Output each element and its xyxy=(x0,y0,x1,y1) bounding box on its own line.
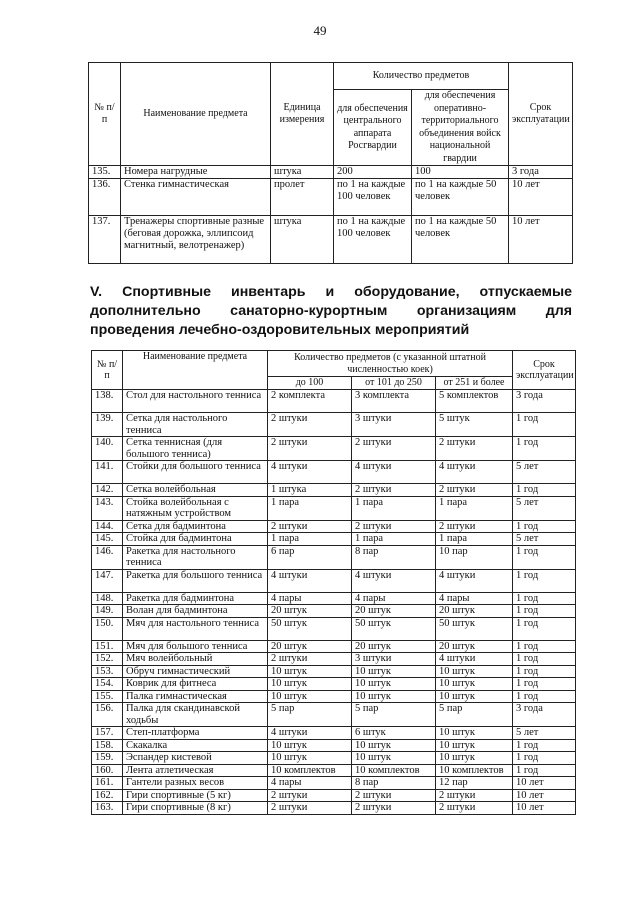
row-number: 160. xyxy=(92,764,123,777)
qty-251-plus: 4 пары xyxy=(436,592,513,605)
equipment-table-continued xyxy=(88,62,573,264)
qty-101-250: 3 комплекта xyxy=(352,390,436,413)
table-row xyxy=(92,789,576,802)
table-row xyxy=(92,678,576,691)
item-name: Стол для настольного тенниса xyxy=(123,390,268,413)
table-row xyxy=(92,703,576,727)
qty-up-to-100: 2 штуки xyxy=(268,520,352,533)
table-row xyxy=(92,437,576,461)
row-number: 136. xyxy=(89,179,121,216)
service-term: 5 лет xyxy=(513,533,576,546)
qty-central: 200 xyxy=(334,166,412,179)
service-term: 1 год xyxy=(513,764,576,777)
qty-101-250: 3 штуки xyxy=(352,413,436,437)
col-header-num: № п/п xyxy=(89,63,121,166)
qty-up-to-100: 4 штуки xyxy=(268,569,352,592)
qty-up-to-100: 4 штуки xyxy=(268,727,352,740)
qty-territorial: 100 xyxy=(412,166,509,179)
item-name: Волан для бадминтона xyxy=(123,605,268,618)
item-name: Эспандер кистевой xyxy=(123,752,268,765)
qty-territorial: по 1 на каждые 50 человек xyxy=(412,179,509,216)
col-header-quantity: Количество предметов xyxy=(334,63,509,90)
qty-101-250: 10 штук xyxy=(352,665,436,678)
qty-101-250: 6 штук xyxy=(352,727,436,740)
qty-up-to-100: 2 штуки xyxy=(268,789,352,802)
row-number: 149. xyxy=(92,605,123,618)
qty-251-plus: 5 комплектов xyxy=(436,390,513,413)
col-header-unit: Единица измерения xyxy=(271,63,334,166)
item-name: Мяч волейбольный xyxy=(123,653,268,666)
qty-up-to-100: 10 штук xyxy=(268,665,352,678)
qty-251-plus: 10 штук xyxy=(436,690,513,703)
qty-101-250: 20 штук xyxy=(352,640,436,653)
qty-101-250: 2 штуки xyxy=(352,437,436,461)
qty-up-to-100: 2 штуки xyxy=(268,437,352,461)
row-number: 140. xyxy=(92,437,123,461)
row-number: 146. xyxy=(92,545,123,569)
row-number: 156. xyxy=(92,703,123,727)
qty-up-to-100: 10 штук xyxy=(268,690,352,703)
qty-up-to-100: 2 штуки xyxy=(268,802,352,815)
item-unit: штука xyxy=(271,216,334,264)
col-header-251-plus: от 251 и более xyxy=(436,377,513,390)
table-row xyxy=(89,179,573,216)
service-term: 10 лет xyxy=(513,789,576,802)
col-header-name: Наименование предмета xyxy=(123,351,268,390)
item-name: Стойка для бадминтона xyxy=(123,533,268,546)
qty-101-250: 50 штук xyxy=(352,617,436,640)
row-number: 137. xyxy=(89,216,121,264)
item-name: Стойки для большого тенниса xyxy=(123,461,268,484)
row-number: 142. xyxy=(92,484,123,497)
row-number: 151. xyxy=(92,640,123,653)
item-unit: штука xyxy=(271,166,334,179)
service-term: 1 год xyxy=(513,617,576,640)
row-number: 161. xyxy=(92,777,123,790)
qty-101-250: 2 штуки xyxy=(352,520,436,533)
qty-251-plus: 5 пар xyxy=(436,703,513,727)
qty-101-250: 4 штуки xyxy=(352,569,436,592)
qty-101-250: 1 пара xyxy=(352,496,436,520)
item-name: Ракетка для настольного тенниса xyxy=(123,545,268,569)
row-number: 157. xyxy=(92,727,123,740)
item-name: Гири спортивные (8 кг) xyxy=(123,802,268,815)
qty-251-plus: 2 штуки xyxy=(436,802,513,815)
qty-up-to-100: 5 пар xyxy=(268,703,352,727)
qty-101-250: 8 пар xyxy=(352,545,436,569)
qty-up-to-100: 1 пара xyxy=(268,533,352,546)
col-header-up-to-100: до 100 xyxy=(268,377,352,390)
service-term: 1 год xyxy=(513,437,576,461)
row-number: 150. xyxy=(92,617,123,640)
table-row xyxy=(92,592,576,605)
service-term: 3 года xyxy=(509,166,573,179)
table-row xyxy=(92,777,576,790)
item-name: Номера нагрудные xyxy=(121,166,271,179)
qty-101-250: 2 штуки xyxy=(352,484,436,497)
item-name: Сетка для бадминтона xyxy=(123,520,268,533)
sanatorium-equipment-table xyxy=(91,350,576,815)
item-name: Палка для скандинавской ходьбы xyxy=(123,703,268,727)
service-term: 5 лет xyxy=(513,727,576,740)
qty-251-plus: 10 штук xyxy=(436,727,513,740)
qty-251-plus: 50 штук xyxy=(436,617,513,640)
table-row xyxy=(92,569,576,592)
page-number: 49 xyxy=(313,23,327,38)
qty-251-plus: 2 штуки xyxy=(436,520,513,533)
qty-101-250: 10 штук xyxy=(352,752,436,765)
row-number: 159. xyxy=(92,752,123,765)
qty-251-plus: 2 штуки xyxy=(436,484,513,497)
row-number: 144. xyxy=(92,520,123,533)
qty-up-to-100: 20 штук xyxy=(268,605,352,618)
qty-101-250: 5 пар xyxy=(352,703,436,727)
service-term: 10 лет xyxy=(513,802,576,815)
col-header-quantity: Количество предметов (с указанной штатной численностью коек) xyxy=(268,351,513,377)
col-header-num: № п/п xyxy=(92,351,123,390)
qty-251-plus: 1 пара xyxy=(436,496,513,520)
row-number: 158. xyxy=(92,739,123,752)
qty-up-to-100: 4 штуки xyxy=(268,461,352,484)
item-name: Лента атлетическая xyxy=(123,764,268,777)
item-name: Мяч для большого тенниса xyxy=(123,640,268,653)
row-number: 143. xyxy=(92,496,123,520)
qty-up-to-100: 2 штуки xyxy=(268,653,352,666)
row-number: 148. xyxy=(92,592,123,605)
qty-up-to-100: 10 комплектов xyxy=(268,764,352,777)
qty-251-plus: 10 штук xyxy=(436,678,513,691)
qty-251-plus: 20 штук xyxy=(436,640,513,653)
qty-251-plus: 10 штук xyxy=(436,665,513,678)
table-row xyxy=(92,727,576,740)
qty-101-250: 4 пары xyxy=(352,592,436,605)
col-header-territorial: для обеспечения оперативно-территориального объединения войск национальной гвардии xyxy=(412,90,509,166)
item-name: Ракетка для большого тенниса xyxy=(123,569,268,592)
row-number: 141. xyxy=(92,461,123,484)
qty-101-250: 10 штук xyxy=(352,690,436,703)
service-term: 3 года xyxy=(513,390,576,413)
table-row xyxy=(92,665,576,678)
row-number: 152. xyxy=(92,653,123,666)
qty-251-plus: 2 штуки xyxy=(436,789,513,802)
table-row xyxy=(92,533,576,546)
col-header-101-250: от 101 до 250 xyxy=(352,377,436,390)
item-name: Стенка гимнастическая xyxy=(121,179,271,216)
item-name: Сетка теннисная (для большого тенниса) xyxy=(123,437,268,461)
qty-101-250: 10 штук xyxy=(352,739,436,752)
table-row xyxy=(92,617,576,640)
item-name: Гири спортивные (5 кг) xyxy=(123,789,268,802)
item-name: Сетка для настольного тенниса xyxy=(123,413,268,437)
service-term: 1 год xyxy=(513,484,576,497)
service-term: 1 год xyxy=(513,569,576,592)
service-term: 1 год xyxy=(513,690,576,703)
table-row xyxy=(92,484,576,497)
qty-101-250: 8 пар xyxy=(352,777,436,790)
qty-101-250: 2 штуки xyxy=(352,802,436,815)
row-number: 138. xyxy=(92,390,123,413)
service-term: 1 год xyxy=(513,752,576,765)
item-name: Мяч для настольного тенниса xyxy=(123,617,268,640)
item-name: Скакалка xyxy=(123,739,268,752)
table-row xyxy=(92,752,576,765)
row-number: 135. xyxy=(89,166,121,179)
row-number: 139. xyxy=(92,413,123,437)
service-term: 1 год xyxy=(513,678,576,691)
qty-251-plus: 5 штук xyxy=(436,413,513,437)
qty-101-250: 20 штук xyxy=(352,605,436,618)
item-name: Обруч гимнастический xyxy=(123,665,268,678)
qty-251-plus: 4 штуки xyxy=(436,569,513,592)
qty-101-250: 10 штук xyxy=(352,678,436,691)
qty-251-plus: 2 штуки xyxy=(436,437,513,461)
table-row xyxy=(92,413,576,437)
qty-up-to-100: 6 пар xyxy=(268,545,352,569)
col-header-central: для обеспечения центрального аппарата Росгвардии xyxy=(334,90,412,166)
service-term: 5 лет xyxy=(513,496,576,520)
table-row xyxy=(92,802,576,815)
service-term: 5 лет xyxy=(513,461,576,484)
service-term: 1 год xyxy=(513,413,576,437)
row-number: 145. xyxy=(92,533,123,546)
qty-up-to-100: 2 штуки xyxy=(268,413,352,437)
qty-251-plus: 1 пара xyxy=(436,533,513,546)
service-term: 1 год xyxy=(513,739,576,752)
service-term: 10 лет xyxy=(513,777,576,790)
table-row xyxy=(92,520,576,533)
service-term: 10 лет xyxy=(509,179,573,216)
col-header-term: Срок эксплуатации xyxy=(509,63,573,166)
qty-101-250: 10 комплектов xyxy=(352,764,436,777)
qty-251-plus: 10 штук xyxy=(436,752,513,765)
service-term: 1 год xyxy=(513,653,576,666)
service-term: 1 год xyxy=(513,520,576,533)
qty-251-plus: 20 штук xyxy=(436,605,513,618)
row-number: 147. xyxy=(92,569,123,592)
item-name: Степ-платформа xyxy=(123,727,268,740)
table-row xyxy=(92,653,576,666)
service-term: 10 лет xyxy=(509,216,573,264)
item-unit: пролет xyxy=(271,179,334,216)
table-row xyxy=(92,764,576,777)
qty-251-plus: 4 штуки xyxy=(436,461,513,484)
table-row xyxy=(92,461,576,484)
row-number: 163. xyxy=(92,802,123,815)
qty-up-to-100: 2 комплекта xyxy=(268,390,352,413)
qty-up-to-100: 4 пары xyxy=(268,777,352,790)
table-row xyxy=(89,216,573,264)
table-row xyxy=(92,390,576,413)
qty-251-plus: 4 штуки xyxy=(436,653,513,666)
service-term: 1 год xyxy=(513,640,576,653)
section-title: V. Спортивные инвентарь и оборудование, отпускаемые дополнительно санаторно-курортным организациям для проведения лечебно-оздоровительных мероприятий xyxy=(90,284,572,338)
qty-up-to-100: 10 штук xyxy=(268,678,352,691)
qty-up-to-100: 1 пара xyxy=(268,496,352,520)
table-row xyxy=(92,496,576,520)
service-term: 1 год xyxy=(513,605,576,618)
item-name: Коврик для фитнеса xyxy=(123,678,268,691)
table-row xyxy=(92,545,576,569)
qty-up-to-100: 1 штука xyxy=(268,484,352,497)
qty-101-250: 3 штуки xyxy=(352,653,436,666)
item-name: Тренажеры спортивные разные (беговая дорожка, эллипсоид магнитный, велотренажер) xyxy=(121,216,271,264)
qty-251-plus: 10 пар xyxy=(436,545,513,569)
item-name: Ракетка для бадминтона xyxy=(123,592,268,605)
row-number: 155. xyxy=(92,690,123,703)
table-row xyxy=(89,166,573,179)
service-term: 1 год xyxy=(513,592,576,605)
table-row xyxy=(92,640,576,653)
qty-central: по 1 на каждые 100 человек xyxy=(334,179,412,216)
qty-251-plus: 10 комплектов xyxy=(436,764,513,777)
service-term: 1 год xyxy=(513,545,576,569)
item-name: Сетка волейбольная xyxy=(123,484,268,497)
qty-central: по 1 на каждые 100 человек xyxy=(334,216,412,264)
table-row xyxy=(92,605,576,618)
qty-101-250: 2 штуки xyxy=(352,789,436,802)
qty-up-to-100: 10 штук xyxy=(268,752,352,765)
row-number: 153. xyxy=(92,665,123,678)
table-row xyxy=(92,739,576,752)
item-name: Палка гимнастическая xyxy=(123,690,268,703)
qty-territorial: по 1 на каждые 50 человек xyxy=(412,216,509,264)
qty-up-to-100: 20 штук xyxy=(268,640,352,653)
table-row xyxy=(92,690,576,703)
service-term: 3 года xyxy=(513,703,576,727)
qty-251-plus: 10 штук xyxy=(436,739,513,752)
qty-101-250: 1 пара xyxy=(352,533,436,546)
qty-up-to-100: 10 штук xyxy=(268,739,352,752)
row-number: 162. xyxy=(92,789,123,802)
qty-up-to-100: 4 пары xyxy=(268,592,352,605)
qty-up-to-100: 50 штук xyxy=(268,617,352,640)
col-header-name: Наименование предмета xyxy=(121,63,271,166)
item-name: Гантели разных весов xyxy=(123,777,268,790)
row-number: 154. xyxy=(92,678,123,691)
item-name: Стойка волейбольная с натяжным устройством xyxy=(123,496,268,520)
qty-251-plus: 12 пар xyxy=(436,777,513,790)
qty-101-250: 4 штуки xyxy=(352,461,436,484)
service-term: 1 год xyxy=(513,665,576,678)
col-header-term: Срок эксплуатации xyxy=(513,351,576,390)
